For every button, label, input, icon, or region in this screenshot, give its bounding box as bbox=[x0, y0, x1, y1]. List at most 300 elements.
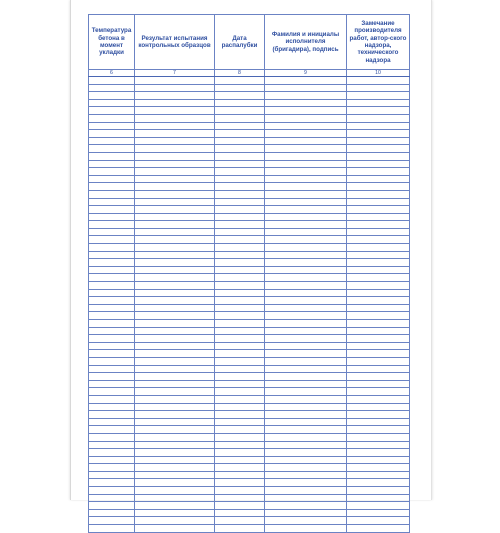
table-cell bbox=[89, 198, 135, 206]
table-cell bbox=[215, 137, 265, 145]
table-cell bbox=[89, 84, 135, 92]
table-cell bbox=[347, 487, 410, 495]
table-row bbox=[89, 274, 410, 282]
table-cell bbox=[135, 198, 215, 206]
table-cell bbox=[215, 320, 265, 328]
header-performer-name bbox=[265, 15, 347, 70]
table-cell bbox=[265, 471, 347, 479]
table-cell bbox=[135, 365, 215, 373]
table-cell bbox=[215, 502, 265, 510]
table-cell bbox=[347, 479, 410, 487]
table-cell bbox=[215, 449, 265, 457]
table-cell bbox=[347, 183, 410, 191]
table-cell bbox=[89, 487, 135, 495]
table-cell bbox=[89, 122, 135, 130]
table-cell bbox=[265, 525, 347, 533]
table-cell bbox=[135, 84, 215, 92]
table-cell bbox=[89, 175, 135, 183]
header-supervisor-remarks-label: Замечание производителя работ, автор-ского надзора, технического надзора bbox=[349, 19, 407, 64]
table-cell bbox=[135, 190, 215, 198]
table-cell bbox=[215, 411, 265, 419]
table-cell bbox=[215, 395, 265, 403]
table-row bbox=[89, 320, 410, 328]
table-row bbox=[89, 502, 410, 510]
table-row bbox=[89, 494, 410, 502]
table-row bbox=[89, 517, 410, 525]
table-row bbox=[89, 92, 410, 100]
table-row bbox=[89, 236, 410, 244]
table-cell bbox=[265, 183, 347, 191]
table-cell bbox=[215, 228, 265, 236]
table-cell bbox=[347, 282, 410, 290]
table-cell bbox=[135, 183, 215, 191]
header-supervisor-remarks bbox=[347, 15, 410, 70]
table-cell bbox=[215, 99, 265, 107]
table-cell bbox=[215, 388, 265, 396]
table-cell bbox=[347, 403, 410, 411]
table-cell bbox=[265, 449, 347, 457]
table-cell bbox=[265, 403, 347, 411]
table-row bbox=[89, 456, 410, 464]
table-row bbox=[89, 152, 410, 160]
table-cell bbox=[347, 335, 410, 343]
table-cell bbox=[135, 236, 215, 244]
table-cell bbox=[347, 213, 410, 221]
table-cell bbox=[215, 479, 265, 487]
table-cell bbox=[89, 221, 135, 229]
table-cell bbox=[215, 357, 265, 365]
table-cell bbox=[347, 99, 410, 107]
table-row bbox=[89, 441, 410, 449]
table-cell bbox=[347, 418, 410, 426]
table-cell bbox=[347, 350, 410, 358]
table-cell bbox=[215, 403, 265, 411]
table-cell bbox=[347, 456, 410, 464]
table-row bbox=[89, 228, 410, 236]
table-cell bbox=[215, 380, 265, 388]
table-cell bbox=[215, 426, 265, 434]
table-cell bbox=[265, 145, 347, 153]
table-cell bbox=[135, 388, 215, 396]
table-cell bbox=[135, 380, 215, 388]
table-cell bbox=[265, 251, 347, 259]
form-body bbox=[89, 77, 410, 533]
table-cell bbox=[215, 251, 265, 259]
table-cell bbox=[89, 266, 135, 274]
table-cell bbox=[135, 403, 215, 411]
table-cell bbox=[347, 160, 410, 168]
table-cell bbox=[215, 282, 265, 290]
table-cell bbox=[89, 388, 135, 396]
table-row bbox=[89, 471, 410, 479]
table-row bbox=[89, 168, 410, 176]
table-cell bbox=[135, 152, 215, 160]
journal-page bbox=[70, 0, 432, 500]
table-cell bbox=[265, 350, 347, 358]
table-cell bbox=[215, 206, 265, 214]
table-cell bbox=[89, 365, 135, 373]
table-cell bbox=[215, 274, 265, 282]
table-row bbox=[89, 213, 410, 221]
table-cell bbox=[135, 122, 215, 130]
table-cell bbox=[347, 327, 410, 335]
table-cell bbox=[347, 297, 410, 305]
table-cell bbox=[89, 282, 135, 290]
table-cell bbox=[135, 411, 215, 419]
table-cell bbox=[135, 464, 215, 472]
header-row bbox=[89, 15, 410, 70]
table-cell bbox=[89, 471, 135, 479]
table-cell bbox=[215, 77, 265, 85]
column-number: 10 bbox=[347, 70, 410, 77]
table-cell bbox=[347, 509, 410, 517]
table-cell bbox=[89, 433, 135, 441]
table-row bbox=[89, 426, 410, 434]
table-cell bbox=[135, 312, 215, 320]
table-cell bbox=[135, 327, 215, 335]
table-row bbox=[89, 266, 410, 274]
table-cell bbox=[265, 426, 347, 434]
table-row bbox=[89, 160, 410, 168]
table-cell bbox=[347, 304, 410, 312]
table-cell bbox=[265, 357, 347, 365]
table-cell bbox=[215, 213, 265, 221]
table-cell bbox=[265, 107, 347, 115]
table-cell bbox=[135, 77, 215, 85]
table-cell bbox=[89, 99, 135, 107]
table-cell bbox=[347, 388, 410, 396]
table-cell bbox=[89, 479, 135, 487]
table-cell bbox=[89, 449, 135, 457]
table-row bbox=[89, 479, 410, 487]
table-cell bbox=[215, 373, 265, 381]
table-cell bbox=[265, 152, 347, 160]
table-cell bbox=[89, 456, 135, 464]
table-row bbox=[89, 464, 410, 472]
table-row bbox=[89, 357, 410, 365]
table-cell bbox=[89, 190, 135, 198]
table-cell bbox=[89, 357, 135, 365]
table-cell bbox=[347, 502, 410, 510]
table-cell bbox=[89, 251, 135, 259]
table-cell bbox=[347, 236, 410, 244]
table-cell bbox=[89, 244, 135, 252]
table-cell bbox=[135, 335, 215, 343]
table-cell bbox=[135, 92, 215, 100]
table-cell bbox=[265, 464, 347, 472]
table-cell bbox=[89, 502, 135, 510]
table-cell bbox=[89, 418, 135, 426]
table-cell bbox=[135, 137, 215, 145]
table-cell bbox=[135, 502, 215, 510]
table-cell bbox=[265, 304, 347, 312]
table-cell bbox=[135, 494, 215, 502]
table-cell bbox=[135, 221, 215, 229]
table-cell bbox=[135, 357, 215, 365]
table-cell bbox=[89, 426, 135, 434]
table-cell bbox=[215, 92, 265, 100]
table-cell bbox=[347, 122, 410, 130]
table-row bbox=[89, 77, 410, 85]
table-cell bbox=[215, 464, 265, 472]
table-cell bbox=[89, 107, 135, 115]
table-cell bbox=[265, 198, 347, 206]
table-cell bbox=[347, 471, 410, 479]
table-row bbox=[89, 183, 410, 191]
table-cell bbox=[89, 114, 135, 122]
table-cell bbox=[89, 441, 135, 449]
table-cell bbox=[265, 342, 347, 350]
header-test-result-label: Результат испытания контрольных образцов bbox=[138, 34, 211, 49]
table-cell bbox=[265, 289, 347, 297]
table-cell bbox=[265, 160, 347, 168]
table-cell bbox=[215, 221, 265, 229]
table-cell bbox=[347, 259, 410, 267]
table-row bbox=[89, 312, 410, 320]
column-number: 7 bbox=[135, 70, 215, 77]
table-cell bbox=[89, 411, 135, 419]
table-row bbox=[89, 487, 410, 495]
table-cell bbox=[89, 274, 135, 282]
table-cell bbox=[347, 266, 410, 274]
table-row bbox=[89, 509, 410, 517]
table-cell bbox=[215, 244, 265, 252]
table-cell bbox=[265, 487, 347, 495]
table-row bbox=[89, 304, 410, 312]
table-cell bbox=[347, 289, 410, 297]
table-cell bbox=[215, 441, 265, 449]
table-cell bbox=[135, 114, 215, 122]
table-cell bbox=[89, 509, 135, 517]
table-cell bbox=[265, 228, 347, 236]
table-row bbox=[89, 327, 410, 335]
header-concrete-temperature-label: Температура бетона в момент укладки bbox=[91, 27, 132, 57]
table-cell bbox=[89, 259, 135, 267]
table-cell bbox=[89, 327, 135, 335]
table-cell bbox=[135, 130, 215, 138]
table-cell bbox=[215, 335, 265, 343]
table-cell bbox=[135, 213, 215, 221]
table-row bbox=[89, 259, 410, 267]
table-cell bbox=[135, 487, 215, 495]
table-row bbox=[89, 99, 410, 107]
table-cell bbox=[215, 365, 265, 373]
table-cell bbox=[265, 77, 347, 85]
table-cell bbox=[215, 259, 265, 267]
table-cell bbox=[265, 221, 347, 229]
table-cell bbox=[89, 525, 135, 533]
table-cell bbox=[215, 122, 265, 130]
table-cell bbox=[265, 137, 347, 145]
table-cell bbox=[215, 190, 265, 198]
table-cell bbox=[89, 297, 135, 305]
table-row bbox=[89, 122, 410, 130]
table-row bbox=[89, 365, 410, 373]
table-cell bbox=[265, 297, 347, 305]
table-cell bbox=[347, 433, 410, 441]
table-cell bbox=[265, 479, 347, 487]
table-cell bbox=[215, 152, 265, 160]
table-row bbox=[89, 525, 410, 533]
table-cell bbox=[215, 266, 265, 274]
table-row bbox=[89, 388, 410, 396]
header-performer-name-label: Фамилия и инициалы исполнителя (бригадира), подпись bbox=[271, 30, 340, 53]
table-cell bbox=[265, 175, 347, 183]
table-cell bbox=[135, 525, 215, 533]
table-cell bbox=[215, 114, 265, 122]
table-cell bbox=[265, 517, 347, 525]
table-cell bbox=[265, 282, 347, 290]
table-row bbox=[89, 221, 410, 229]
table-cell bbox=[215, 289, 265, 297]
table-cell bbox=[89, 183, 135, 191]
column-number: 9 bbox=[265, 70, 347, 77]
table-cell bbox=[265, 502, 347, 510]
table-cell bbox=[347, 449, 410, 457]
table-cell bbox=[265, 236, 347, 244]
table-cell bbox=[347, 228, 410, 236]
table-cell bbox=[347, 198, 410, 206]
table-cell bbox=[347, 312, 410, 320]
table-cell bbox=[89, 213, 135, 221]
table-row bbox=[89, 107, 410, 115]
table-row bbox=[89, 175, 410, 183]
table-cell bbox=[89, 464, 135, 472]
table-cell bbox=[347, 206, 410, 214]
table-cell bbox=[265, 114, 347, 122]
table-cell bbox=[89, 160, 135, 168]
table-cell bbox=[135, 479, 215, 487]
table-cell bbox=[215, 494, 265, 502]
table-row bbox=[89, 342, 410, 350]
table-cell bbox=[347, 426, 410, 434]
table-cell bbox=[347, 357, 410, 365]
table-cell bbox=[265, 244, 347, 252]
table-cell bbox=[215, 517, 265, 525]
table-cell bbox=[265, 335, 347, 343]
table-cell bbox=[265, 259, 347, 267]
table-cell bbox=[265, 433, 347, 441]
header-test-result bbox=[135, 15, 215, 70]
table-cell bbox=[215, 418, 265, 426]
table-cell bbox=[347, 251, 410, 259]
table-cell bbox=[215, 304, 265, 312]
table-cell bbox=[215, 198, 265, 206]
table-row bbox=[89, 297, 410, 305]
table-cell bbox=[347, 373, 410, 381]
table-cell bbox=[89, 335, 135, 343]
table-cell bbox=[215, 350, 265, 358]
table-cell bbox=[215, 471, 265, 479]
table-cell bbox=[89, 380, 135, 388]
table-cell bbox=[135, 244, 215, 252]
table-cell bbox=[265, 327, 347, 335]
table-cell bbox=[347, 320, 410, 328]
table-cell bbox=[265, 441, 347, 449]
header-formwork-removal-date bbox=[215, 15, 265, 70]
table-cell bbox=[265, 274, 347, 282]
table-row bbox=[89, 350, 410, 358]
table-cell bbox=[265, 456, 347, 464]
table-cell bbox=[215, 175, 265, 183]
table-cell bbox=[347, 395, 410, 403]
table-cell bbox=[265, 122, 347, 130]
table-cell bbox=[265, 312, 347, 320]
table-cell bbox=[135, 433, 215, 441]
table-cell bbox=[215, 433, 265, 441]
table-cell bbox=[347, 130, 410, 138]
table-cell bbox=[89, 236, 135, 244]
table-cell bbox=[89, 373, 135, 381]
table-cell bbox=[89, 152, 135, 160]
table-cell bbox=[89, 320, 135, 328]
table-cell bbox=[89, 130, 135, 138]
table-cell bbox=[135, 471, 215, 479]
table-cell bbox=[135, 297, 215, 305]
table-cell bbox=[215, 342, 265, 350]
table-cell bbox=[89, 350, 135, 358]
table-cell bbox=[347, 525, 410, 533]
table-cell bbox=[347, 464, 410, 472]
table-row bbox=[89, 418, 410, 426]
table-row bbox=[89, 373, 410, 381]
table-cell bbox=[347, 92, 410, 100]
table-cell bbox=[135, 259, 215, 267]
column-number: 6 bbox=[89, 70, 135, 77]
table-cell bbox=[265, 99, 347, 107]
table-row bbox=[89, 449, 410, 457]
table-cell bbox=[135, 282, 215, 290]
table-cell bbox=[89, 289, 135, 297]
table-cell bbox=[265, 509, 347, 517]
table-cell bbox=[347, 152, 410, 160]
header-concrete-temperature bbox=[89, 15, 135, 70]
table-cell bbox=[135, 266, 215, 274]
table-cell bbox=[265, 380, 347, 388]
table-cell bbox=[215, 509, 265, 517]
table-cell bbox=[135, 175, 215, 183]
table-cell bbox=[347, 365, 410, 373]
table-cell bbox=[89, 145, 135, 153]
table-row bbox=[89, 145, 410, 153]
table-cell bbox=[135, 456, 215, 464]
table-cell bbox=[135, 449, 215, 457]
table-row bbox=[89, 114, 410, 122]
table-cell bbox=[89, 168, 135, 176]
table-cell bbox=[215, 160, 265, 168]
table-cell bbox=[135, 509, 215, 517]
table-cell bbox=[347, 145, 410, 153]
table-cell bbox=[135, 441, 215, 449]
table-cell bbox=[89, 228, 135, 236]
table-cell bbox=[135, 426, 215, 434]
table-cell bbox=[265, 418, 347, 426]
table-row bbox=[89, 289, 410, 297]
table-cell bbox=[265, 190, 347, 198]
table-cell bbox=[135, 145, 215, 153]
table-cell bbox=[89, 517, 135, 525]
column-number: 8 bbox=[215, 70, 265, 77]
table-cell bbox=[89, 92, 135, 100]
table-row bbox=[89, 130, 410, 138]
table-cell bbox=[135, 342, 215, 350]
table-cell bbox=[135, 99, 215, 107]
table-cell bbox=[135, 107, 215, 115]
table-cell bbox=[265, 320, 347, 328]
table-cell bbox=[347, 168, 410, 176]
table-cell bbox=[215, 84, 265, 92]
table-cell bbox=[89, 304, 135, 312]
